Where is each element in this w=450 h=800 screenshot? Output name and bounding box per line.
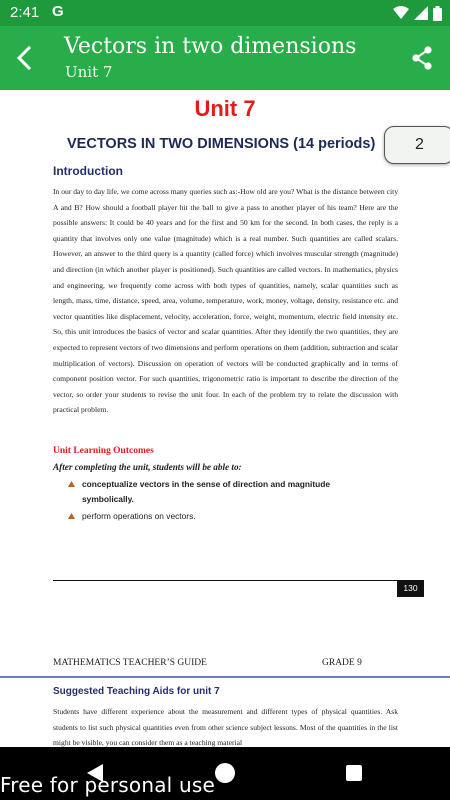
list-item <box>68 477 358 507</box>
wifi-icon <box>393 6 409 20</box>
footer-guide-title: MATHEMATICS TEACHER’S GUIDE <box>53 658 207 668</box>
bullet-icon <box>68 481 75 487</box>
status-icons <box>393 5 442 21</box>
footer-rule <box>53 580 423 581</box>
nav-home-icon[interactable] <box>215 763 235 783</box>
nav-recents-icon[interactable] <box>346 765 362 781</box>
app-subtitle: Unit 7 <box>65 63 113 81</box>
page-indicator-number: 2 <box>415 136 424 153</box>
document-viewer[interactable] <box>0 90 450 747</box>
app-title: Vectors in two dimensions <box>64 34 357 59</box>
outcome-text: conceptualize vectors in the sense of direction and magnitude symbolically. <box>82 479 331 504</box>
share-icon <box>411 46 433 70</box>
intro-paragraph: In our day to day life, we come across many queries such as:-How old are you? What is the distance between city A and B? How should a football player hit the ball to give a pass to another player of his team? Here are the possible answers: It could be 40 years and for the first and 50 km for the second. In both cases, the reply is a quantity that involves only one value (magnitude) which is a real number. Such quantities are called scalars. However, an answer to the third query is a quantity (called force) which involves muscular strength (magnitude) and direction (in which another player is positioned). Such quantities are called vectors. In mathematics, physics and engineering, we frequently come across with both types of quantities, namely, scalar quantities such as length, mass, time, distance, speed, area, volume, temperature, work, money, voltage, density, resistance etc. and vector quantities like displacement, velocity, acceleration, force, weight, momentum, electric field intensity etc. So, this unit introduces the basics of vector and scalar quantities. After they identify the two quantities, they are expected to represent vectors of two dimensions and perform operations on them (addition, subtraction and scalar multiplication of vectors). Discussion on operation of vectors will be conducted graphically and in terms of component position vector. For such quantities, trigonometric ratio is important to describe the direction of the vector, so order your students to revise the unit four. In each of the problem try to relate the discussion with practical problem. <box>53 187 398 415</box>
outcomes-list <box>68 477 358 526</box>
unit-heading: Unit 7 <box>194 96 256 121</box>
intro-heading: Introduction <box>53 164 123 178</box>
outcomes-intro: After completing the unit, students will be able to: <box>53 462 242 472</box>
page-number: 130 <box>397 580 424 597</box>
teaching-aids-heading: Suggested Teaching Aids for unit 7 <box>53 686 220 697</box>
page-separator <box>0 676 450 678</box>
outcome-text: perform operations on vectors. <box>82 511 196 521</box>
bullet-icon <box>68 513 75 519</box>
page-indicator <box>384 126 450 164</box>
status-bar <box>0 0 450 26</box>
google-notification-icon: G <box>52 3 64 20</box>
status-time: 2:41 <box>10 4 40 21</box>
footer-grade: GRADE 9 <box>322 658 362 668</box>
teaching-aids-paragraph: Students have different experience about the measurement and different types of physical quantities. Ask students to list such physical quantities even from other science subject lessons. Most of the quantities in the list might be visible, you can consider them as a teaching material <box>53 707 398 747</box>
share-button[interactable] <box>408 44 436 72</box>
back-button[interactable] <box>6 40 42 76</box>
outcomes-heading: Unit Learning Outcomes <box>53 446 154 456</box>
app-bar <box>0 26 450 90</box>
list-item <box>68 509 358 524</box>
chapter-title: VECTORS IN TWO DIMENSIONS (14 periods) <box>67 136 376 152</box>
watermark-text: Free for personal use <box>0 773 215 797</box>
battery-icon <box>433 6 442 21</box>
signal-icon <box>414 6 428 20</box>
back-arrow-icon <box>14 46 34 70</box>
